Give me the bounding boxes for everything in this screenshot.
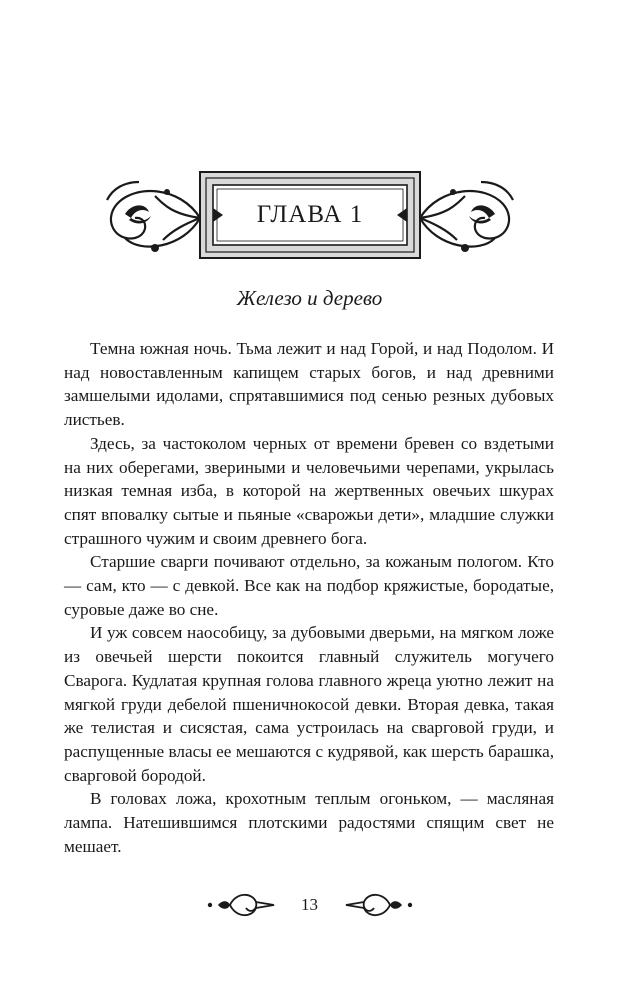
paragraph: Темна южная ночь. Тьма лежит и над Горой, и над Подолом. И над новоставленным капищем старых богов, и над древними замшелыми идолами, спрятавшимися под сенью резных дубовых листьев.: [64, 339, 554, 430]
chapter-title: Железо и дерево: [236, 286, 383, 310]
paragraph: Старшие сварги почивают отдельно, за кожаным пологом. Кто — сам, кто — с девкой. Все как на подбор кряжистые, бородатые, суровые даже во сне.: [64, 552, 554, 619]
paragraph: Здесь, за частоколом черных от времени бревен со вздетыми на них оберегами, звериными и человечьими черепами, укрылась низкая темная изба, в которой на жертвенных овечьих шкурах спят вповалку сытые и пьяные «сварожьи дети», младшие служки страшного чужим и своим древнего бога.: [64, 433, 554, 548]
left-scroll-ornament: [107, 182, 200, 247]
chapter-label: ГЛАВА 1: [256, 201, 364, 228]
chapter-body: [64, 337, 554, 858]
paragraph: И уж совсем наособицу, за дубовыми дверьми, на мягком ложе из овечьей шерсти покоится главный служитель могучего Сварога. Кудлатая крупная голова главного жреца уютно лежит на мягкой груди дебелой пшеничнокосой девки. Вторая девка, такая же телистая и сисястая, сама устроилась на сварговой груди, и распущенные власы ее мешаются с кудрявой, как шерсть барашка, сварговой бородой.: [64, 623, 554, 785]
paragraph: В головах ложа, крохотным теплым огоньком, — масляная лампа. Натешившимся плотскими радостями спящим свет не мешает.: [64, 789, 554, 856]
page-number: 13: [301, 895, 318, 914]
right-scroll-ornament: [420, 182, 513, 247]
